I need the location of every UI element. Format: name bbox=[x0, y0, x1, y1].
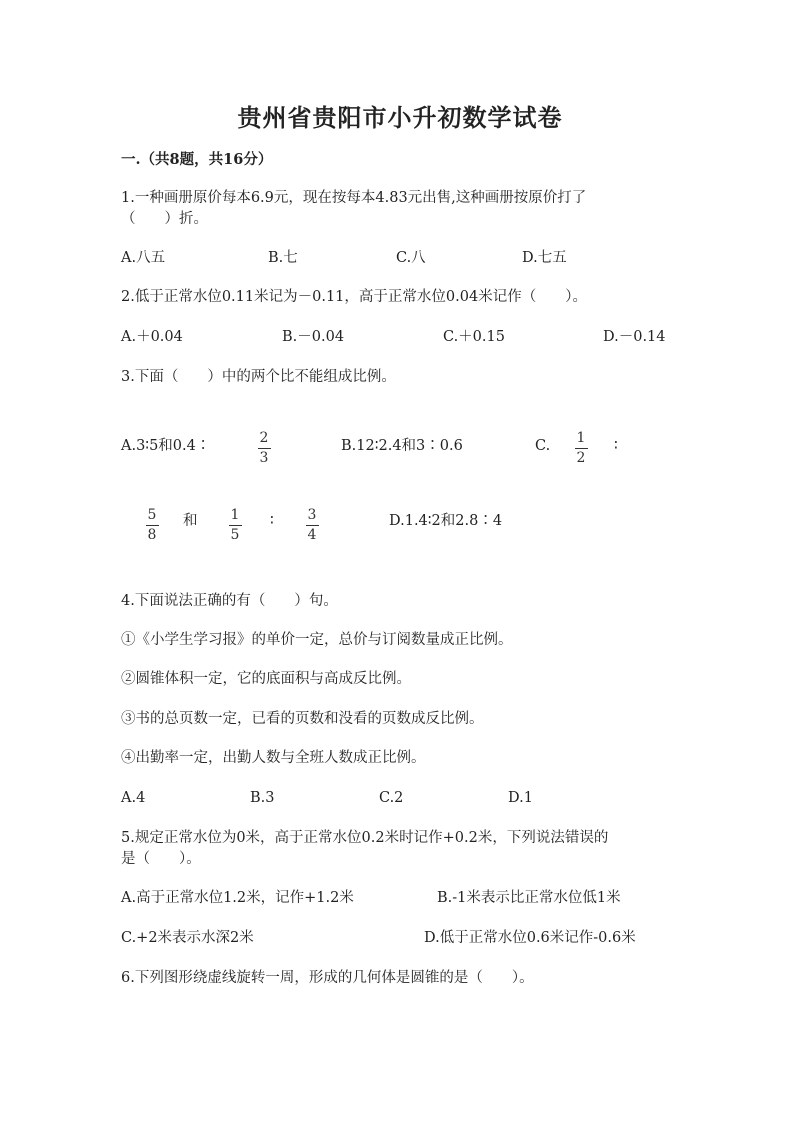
q5-option-c: C.+2米表示水深2米 bbox=[121, 930, 254, 946]
q3-option-a: A.3∶5和0.4∶ bbox=[121, 438, 211, 454]
question-2-text: 2.低于正常水位0.11米记为－0.11，高于正常水位0.04米记作（ ）。 bbox=[121, 289, 587, 305]
fraction-numerator: 1 bbox=[576, 430, 586, 446]
q4-statement-1: ①《小学生学习报》的单价一定，总价与订阅数量成正比例。 bbox=[121, 632, 513, 648]
q1-option-b: B.七 bbox=[268, 250, 298, 266]
fraction-numerator: 3 bbox=[307, 507, 317, 523]
q3-option-a-fraction bbox=[255, 430, 273, 466]
section-heading: 一.（共8题，共16分） bbox=[121, 151, 273, 168]
q2-option-c: C.＋0.15 bbox=[443, 329, 505, 345]
q1-option-d: D.七五 bbox=[522, 250, 567, 266]
fraction-numerator: 5 bbox=[147, 507, 157, 523]
q3-option-c-fraction-1 bbox=[572, 430, 590, 466]
q5-option-b: B.-1米表示比正常水位低1米 bbox=[437, 890, 621, 906]
page-title: 贵州省贵阳市小升初数学试卷 bbox=[237, 103, 563, 132]
q3-option-c-label: C. bbox=[535, 438, 551, 454]
q3-option-c-fraction-2 bbox=[143, 507, 161, 543]
question-1-text: 1.一种画册原价每本6.9元，现在按每本4.83元出售,这种画册按原价打了 bbox=[121, 190, 587, 206]
q3-option-c-fraction-4 bbox=[303, 507, 321, 543]
q4-option-d: D.1 bbox=[508, 790, 533, 806]
fraction-denominator: 4 bbox=[307, 527, 317, 543]
q1-option-a: A.八五 bbox=[121, 250, 166, 266]
fraction-denominator: 8 bbox=[147, 527, 157, 543]
question-1-text-cont: （ ）折。 bbox=[121, 211, 208, 227]
question-4-text: 4.下面说法正确的有（ ）句。 bbox=[121, 593, 338, 609]
conjunction-and: 和 bbox=[183, 513, 198, 529]
question-6-text: 6.下列图形绕虚线旋转一周，形成的几何体是圆锥的是（ ）。 bbox=[121, 970, 534, 986]
q5-option-a: A.高于正常水位1.2米，记作+1.2米 bbox=[121, 890, 354, 906]
q5-option-d: D.低于正常水位0.6米记作-0.6米 bbox=[424, 930, 636, 946]
q3-option-d: D.1.4∶2和2.8∶4 bbox=[389, 513, 503, 529]
question-5-text-cont: 是（ ）。 bbox=[121, 851, 201, 867]
ratio-colon: ∶ bbox=[614, 438, 618, 454]
fraction-numerator: 2 bbox=[259, 430, 269, 446]
fraction-denominator: 5 bbox=[230, 527, 240, 543]
q4-option-c: C.2 bbox=[379, 790, 404, 806]
fraction-bar bbox=[306, 525, 319, 526]
question-3-text: 3.下面（ ）中的两个比不能组成比例。 bbox=[121, 369, 396, 385]
ratio-colon: ∶ bbox=[270, 513, 274, 529]
fraction-denominator: 3 bbox=[259, 450, 269, 466]
fraction-denominator: 2 bbox=[576, 450, 586, 466]
q4-statement-3: ③书的总页数一定，已看的页数和没看的页数成反比例。 bbox=[121, 711, 484, 727]
q3-option-c-fraction-3 bbox=[226, 507, 244, 543]
q4-statement-2: ②圆锥体积一定，它的底面积与高成反比例。 bbox=[121, 671, 411, 687]
q2-option-a: A.＋0.04 bbox=[121, 329, 183, 345]
fraction-numerator: 1 bbox=[230, 507, 240, 523]
q4-option-b: B.3 bbox=[250, 790, 275, 806]
fraction-bar bbox=[229, 525, 242, 526]
q4-statement-4: ④出勤率一定，出勤人数与全班人数成正比例。 bbox=[121, 750, 426, 766]
question-5-text: 5.规定正常水位为0米，高于正常水位0.2米时记作+0.2米，下列说法错误的 bbox=[121, 830, 609, 846]
fraction-bar bbox=[258, 448, 271, 449]
fraction-bar bbox=[575, 448, 588, 449]
q3-option-b: B.12∶2.4和3∶0.6 bbox=[341, 438, 463, 454]
q4-option-a: A.4 bbox=[121, 790, 146, 806]
fraction-bar bbox=[146, 525, 159, 526]
q1-option-c: C.八 bbox=[396, 250, 426, 266]
q2-option-b: B.－0.04 bbox=[282, 329, 345, 345]
q2-option-d: D.－0.14 bbox=[603, 329, 666, 345]
